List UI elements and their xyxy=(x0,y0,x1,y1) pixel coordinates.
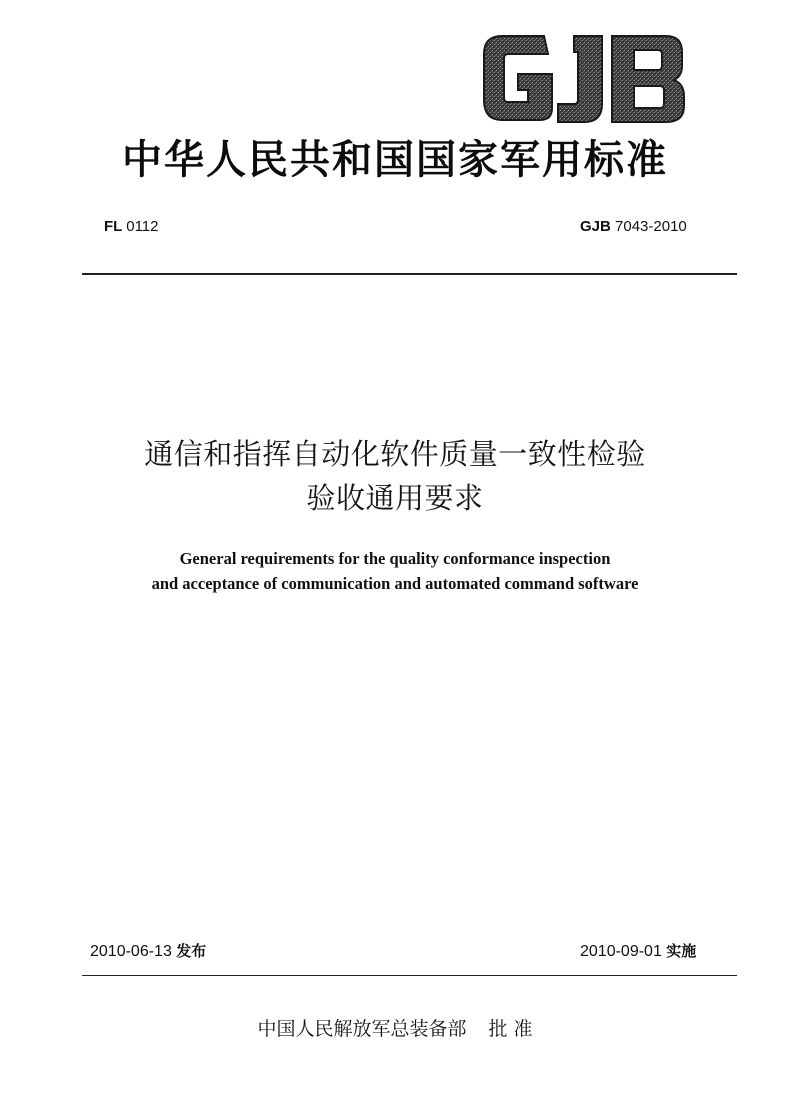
effective-date-value: 2010-09-01 xyxy=(580,943,662,960)
standard-number-value: 7043-2010 xyxy=(615,218,687,235)
effective-date xyxy=(580,940,696,961)
document-title-en-line1: General requirements for the quality conformance inspection xyxy=(179,549,611,568)
header-divider xyxy=(82,273,737,275)
footer-divider xyxy=(82,975,737,976)
gjb-logo xyxy=(478,28,690,128)
document-title-cn-line2: 验收通用要求 xyxy=(306,481,484,515)
classification-code-prefix: FL xyxy=(104,218,123,235)
document-title-cn-line1: 通信和指挥自动化软件质量一致性检验 xyxy=(144,437,646,471)
classification-code-number: 0112 xyxy=(126,218,159,235)
issue-date-value: 2010-06-13 xyxy=(90,943,172,960)
issue-label: 发布 xyxy=(176,942,207,960)
classification-code xyxy=(104,218,159,235)
standard-number xyxy=(580,218,687,235)
approving-authority: 中国人民解放军总装备部 xyxy=(257,1018,467,1040)
standard-category-title: 中华人民共和国国家军用标准 xyxy=(122,136,668,183)
standard-number-prefix: GJB xyxy=(580,218,611,235)
issue-date xyxy=(90,940,206,961)
effective-label: 实施 xyxy=(666,942,697,960)
approval-line xyxy=(0,1014,790,1041)
logo-lettering xyxy=(484,36,684,122)
document-title-en-line2: and acceptance of communication and automated command software xyxy=(151,574,639,593)
approval-label: 批 准 xyxy=(488,1018,533,1040)
